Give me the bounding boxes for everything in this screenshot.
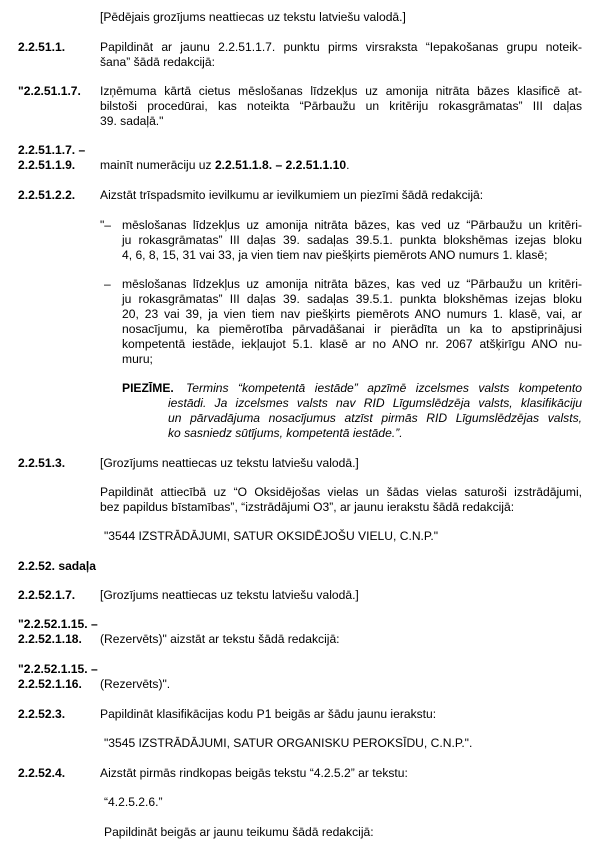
section-number: "2.2.52.1.15. – <box>18 662 98 676</box>
text-line: ju rokasgrāmatas” III daļas 39. sadaļas 39.5.1. punkta blokshēmas izejas bloku <box>122 233 582 247</box>
text-line: kompetentā iestāde, iekļaujot 5.1. klasē ar no ANO nr. 2067 atšķirīgu ANO nu- <box>122 337 582 351</box>
text-line: mēslošanas līdzekļus uz amonija nitrāta bāzes, kas ved uz “Pārbaužu un kritēri- <box>122 218 582 232</box>
text-line: ju rokasgrāmatas” III daļas 39. sadaļas 39.5.1. punkta blokshēmas izejas bloku <box>122 292 582 306</box>
text-line: nosacījumu, ka piemērotība pārvadāšanai ir pierādīta un ka to apstiprinājusi <box>122 322 582 336</box>
section-number: 2.2.52.3. <box>18 707 66 721</box>
text-line: "3544 IZSTRĀDĀJUMI, SATUR OKSIDĒJOŠU VIELU, C.N.P." <box>104 529 439 543</box>
text-line: “4.2.5.2.6.” <box>104 795 163 809</box>
text-line: (Rezervēts)". <box>100 677 171 691</box>
text-line <box>100 158 349 172</box>
section-number: "2.2.52.1.15. – <box>18 617 98 631</box>
text-line: Papildināt beigās ar jaunu teikumu šādā redakcijā: <box>104 825 374 839</box>
text-line: 20, 23 vai 39, ja vien tiem nav piešķirts piemērots ANO numurs 1. klasē, vai, ar <box>122 307 582 321</box>
text-line: Aizstāt pirmās rindkopas beigās tekstu “4.2.5.2” ar tekstu: <box>100 766 408 780</box>
section-number: 2.2.51.1.7. – <box>18 143 86 157</box>
text-line: muru; <box>122 352 153 366</box>
note-line: iestādi. Ja izcelsmes valsts nav RID Līgumslēdzēja valsts, klasifikāciju <box>168 396 582 410</box>
text-line: [Pēdējais grozījums neattiecas uz tekstu latviešu valodā.] <box>100 10 406 24</box>
text-line: "3545 IZSTRĀDĀJUMI, SATUR ORGANISKU PEROKSĪDU, C.N.P.". <box>104 736 473 750</box>
text-line: (Rezervēts)" aizstāt ar tekstu šādā redakcijā: <box>100 632 340 646</box>
section-heading: 2.2.52. sadaļa <box>18 559 96 573</box>
text-line: Papildināt ar jaunu 2.2.51.1.7. punktu pirms virsraksta “Iepakošanas grupu noteik- <box>100 40 582 54</box>
section-number: 2.2.51.2.2. <box>18 188 76 202</box>
section-number: 2.2.52.1.7. <box>18 588 76 602</box>
text-line: mēslošanas līdzekļus uz amonija nitrāta bāzes, kas ved uz “Pārbaužu un kritēri- <box>122 277 582 291</box>
text-line: [Grozījums neattiecas uz tekstu latviešu valodā.] <box>100 456 359 470</box>
note-line: Termins “kompetentā iestāde” apzīmē izcelsmes valsts kompetento <box>186 381 582 395</box>
text-fragment: mainīt numerāciju uz <box>100 158 215 172</box>
section-number: 2.2.51.1.9. <box>18 158 76 172</box>
section-number: 2.2.52.1.18. <box>18 632 82 646</box>
section-number: 2.2.52.4. <box>18 766 66 780</box>
section-number: 2.2.51.3. <box>18 456 66 470</box>
text-line: 4, 6, 8, 15, 31 vai 33, ja vien tiem nav piešķirts piemērots ANO numurs 1. klasē; <box>122 248 548 262</box>
bold-fragment: 2.2.51.1.8. – 2.2.51.1.10 <box>214 158 347 172</box>
section-number: 2.2.51.1. <box>18 40 66 54</box>
section-number: "2.2.51.1.7. <box>18 84 81 98</box>
text-line: Aizstāt trīspadsmito ievilkumu ar ievilkumiem un piezīmi šādā redakcijā: <box>100 188 484 202</box>
text-line: Papildināt attiecībā uz “O Oksidējošas vielas un šādas vielas saturoši izstrādājumi, <box>100 485 582 499</box>
text-line: Papildināt klasifikācijas kodu P1 beigās ar šādu jaunu ierakstu: <box>100 707 437 721</box>
section-number: 2.2.52.1.16. <box>18 677 82 691</box>
text-line: šana” šādā redakcijā: <box>100 55 215 69</box>
text-line: Izņēmuma kārtā cietus mēslošanas līdzekļus uz amonija nitrāta bāzes klasificē at- <box>100 84 582 98</box>
text-fragment: . <box>346 158 350 172</box>
text-line: bez papildus bīstamības”, “izstrādājumi O3”, ar jaunu ierakstu šādā redakcijā: <box>100 500 515 514</box>
text-line: [Grozījums neattiecas uz tekstu latviešu valodā.] <box>100 588 359 602</box>
note-line: un pārvadājuma nosacījumus atzīst pirmās RID Līgumslēdzējas valsts, <box>168 411 582 425</box>
note-label: PIEZĪME. <box>122 381 174 395</box>
list-dash: "– <box>100 218 112 232</box>
note-line: ko sasniedz sūtījums, kompetentā iestāde.”. <box>168 426 403 440</box>
text-line: bilstoši procedūrai, kas noteikta “Pārbaužu un kritēriju rokasgrāmatas” III daļas <box>100 99 582 113</box>
list-dash: – <box>104 277 111 291</box>
text-line: 39. sadaļā." <box>100 114 164 128</box>
